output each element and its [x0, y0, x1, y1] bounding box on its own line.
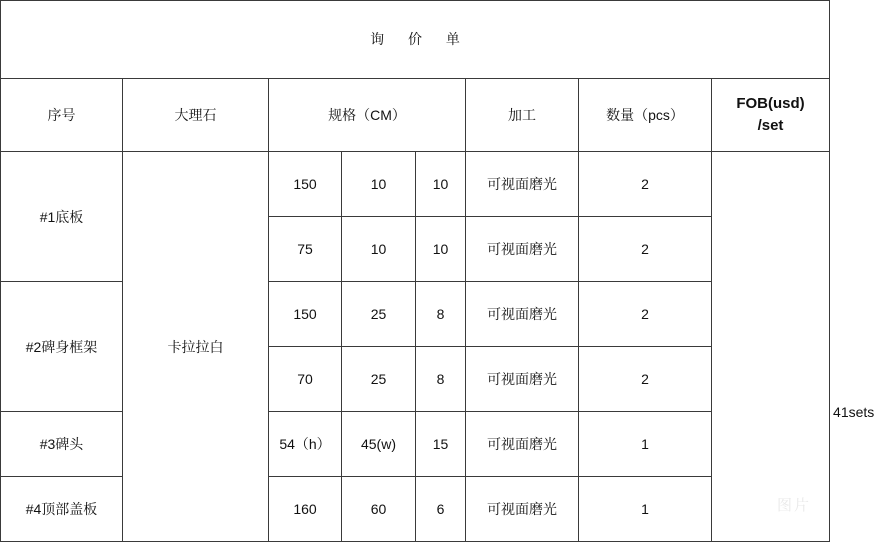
spec-width: 10: [342, 217, 416, 282]
spec-width: 45(w): [342, 412, 416, 477]
header-index: 序号: [1, 78, 123, 152]
process-value: 可视面磨光: [466, 217, 579, 282]
header-fob: [712, 78, 830, 152]
qty-value: 2: [579, 282, 712, 347]
spec-length: 54（h）: [269, 412, 342, 477]
spec-thickness: 8: [416, 282, 466, 347]
header-fob-line1: FOB(usd): [736, 95, 805, 113]
spec-width: 60: [342, 476, 416, 541]
qty-value: 1: [579, 476, 712, 541]
category-label: #3碑头: [1, 412, 123, 477]
qty-value: 2: [579, 217, 712, 282]
header-process: 加工: [466, 78, 579, 152]
header-spec: 规格（CM）: [269, 78, 466, 152]
qty-value: 2: [579, 152, 712, 217]
qty-value: 2: [579, 347, 712, 412]
spec-thickness: 15: [416, 412, 466, 477]
process-value: 可视面磨光: [466, 282, 579, 347]
watermark-text: 图片: [777, 497, 812, 514]
material-value: 卡拉拉白: [123, 152, 269, 542]
page-title-text: 询 价 单: [370, 31, 470, 48]
category-label: #4顶部盖板: [1, 476, 123, 541]
process-value: 可视面磨光: [466, 347, 579, 412]
spec-thickness: 10: [416, 217, 466, 282]
process-value: 可视面磨光: [466, 412, 579, 477]
spec-length: 70: [269, 347, 342, 412]
spec-width: 10: [342, 152, 416, 217]
spec-length: 150: [269, 152, 342, 217]
table-row: [1, 152, 830, 217]
category-label: #2碑身框架: [1, 282, 123, 412]
title-row: [1, 1, 830, 79]
table-row: #2碑身框架 150 25 8 可视面磨光 2 41sets: [1, 282, 830, 347]
qty-value: 1: [579, 412, 712, 477]
spec-thickness: 10: [416, 152, 466, 217]
page-title: [1, 1, 830, 79]
fob-value-cell: [712, 152, 830, 542]
spec-length: 160: [269, 476, 342, 541]
spec-thickness: 6: [416, 476, 466, 541]
spec-thickness: 8: [416, 347, 466, 412]
header-row: [1, 78, 830, 152]
process-value: 可视面磨光: [466, 476, 579, 541]
header-fob-line2: /set: [757, 117, 784, 135]
process-value: 可视面磨光: [466, 152, 579, 217]
category-label: #1底板: [1, 152, 123, 282]
spec-width: 25: [342, 347, 416, 412]
header-qty: 数量（pcs）: [579, 78, 712, 152]
spec-width: 25: [342, 282, 416, 347]
spec-length: 150: [269, 282, 342, 347]
header-material: 大理石: [123, 78, 269, 152]
spec-length: 75: [269, 217, 342, 282]
